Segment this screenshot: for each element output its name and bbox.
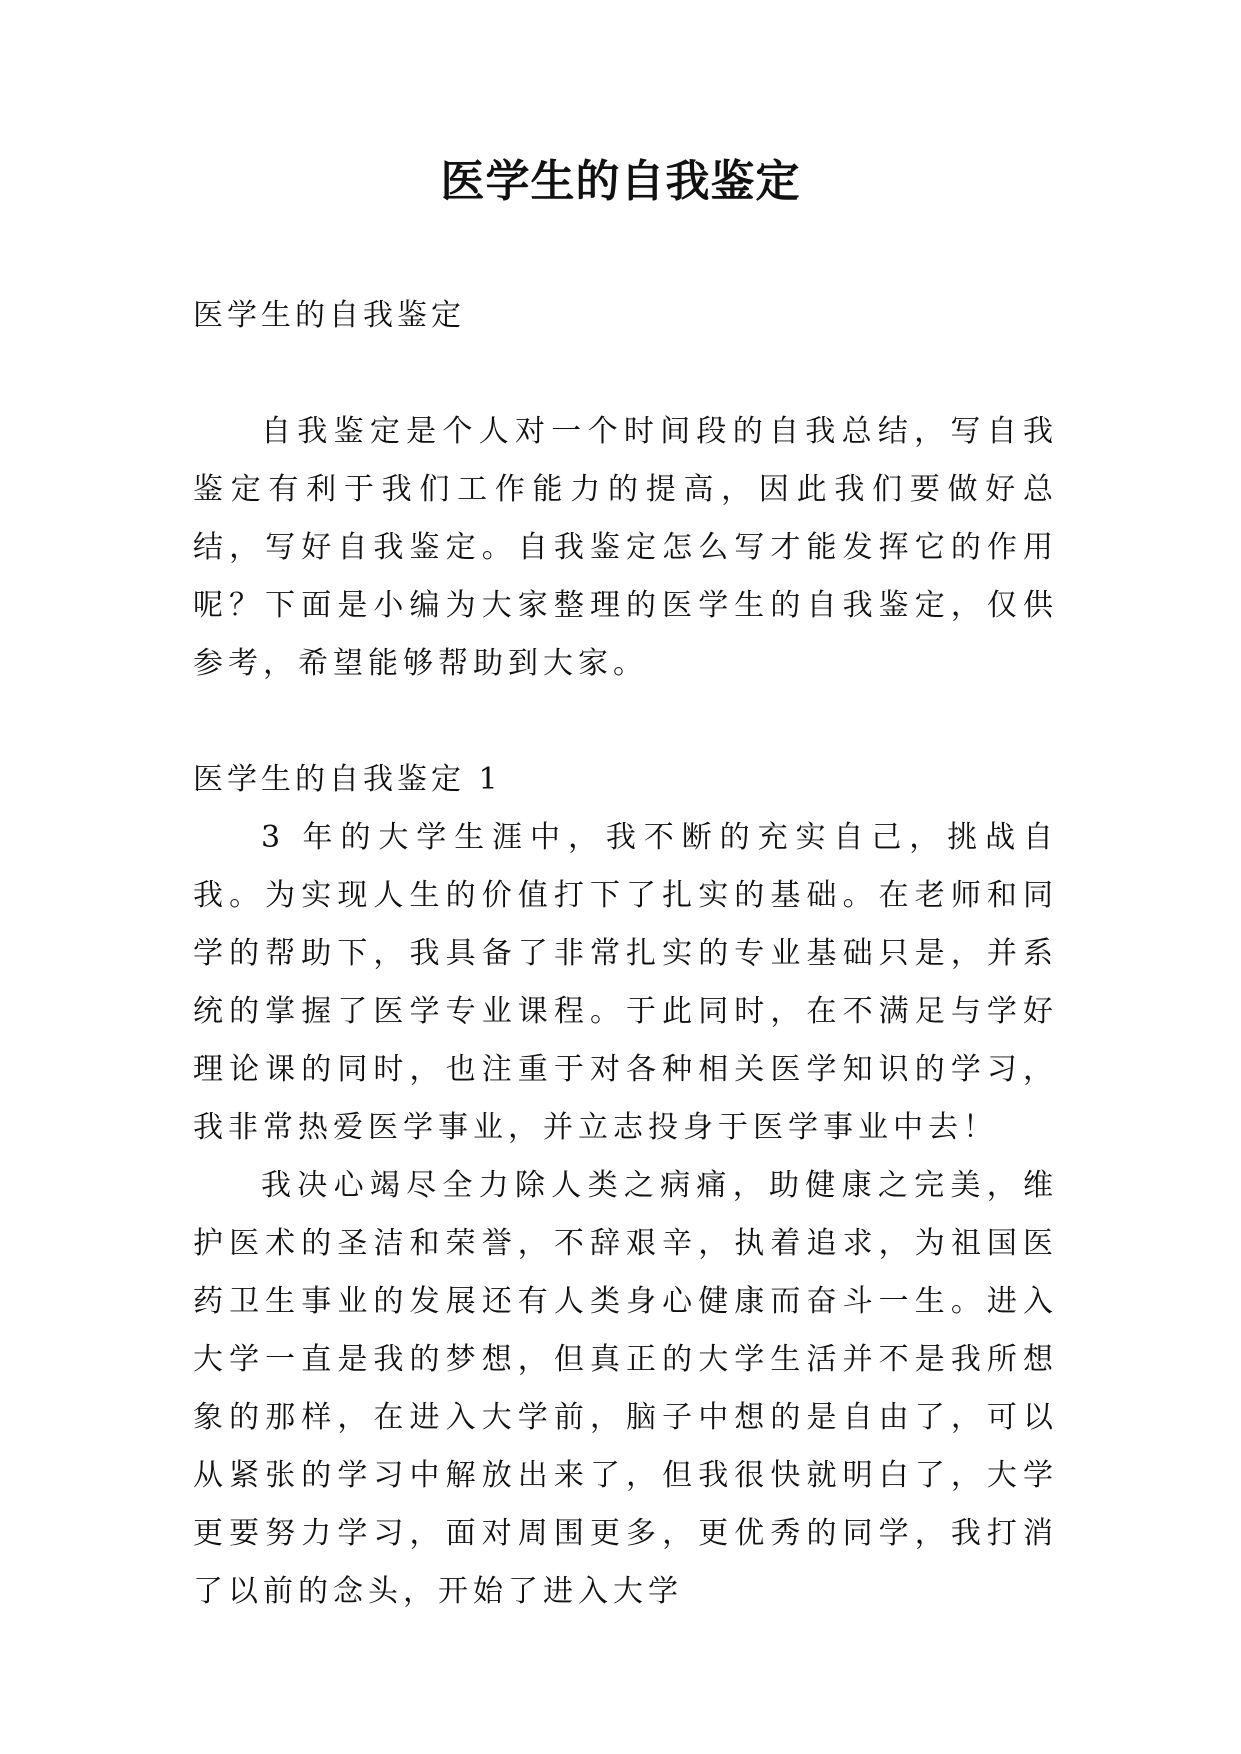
section-1-paragraph-1: 3 年的大学生涯中，我不断的充实自己，挑战自我。为实现人生的价值打下了扎实的基础。在老师和同学的帮助下，我具备了非常扎实的专业基础只是，并系统的掌握了医学专业课程。于此同时，在不满足与学好理论课的同时，也注重于对各种相关医学知识的学习，我非常热爱医学事业，并立志投身于医学事业中去！ bbox=[193, 820, 1058, 1145]
document-title: 医学生的自我鉴定 bbox=[440, 156, 801, 207]
section-1-paragraph-2: 我决心竭尽全力除人类之病痛，助健康之完美，维护医术的圣洁和荣誉，不辞艰辛，执着追求，为祖国医药卫生事业的发展还有人类身心健康而奋斗一生。进入大学一直是我的梦想，但真正的大学生活并不是我所想象的那样，在进入大学前，脑子中想的是自由了，可以从紧张的学习中解放出来了，但我很快就明白了，大学更要努力学习，面对周围更多，更优秀的同学，我打消了以前的念头，开始了进入大学 bbox=[193, 1168, 1058, 1609]
spacer bbox=[193, 693, 1058, 751]
document-subtitle: 医学生的自我鉴定 bbox=[193, 298, 465, 333]
document-body bbox=[193, 287, 1058, 1621]
intro-paragraph: 自我鉴定是个人对一个时间段的自我总结，写自我鉴定有利于我们工作能力的提高，因此我们要做好总结，写好自我鉴定。自我鉴定怎么写才能发挥它的作用呢？下面是小编为大家整理的医学生的自我鉴定，仅供参考，希望能够帮助到大家。 bbox=[193, 414, 1058, 681]
section-1-heading: 医学生的自我鉴定 1 bbox=[193, 762, 502, 797]
spacer bbox=[193, 345, 1058, 403]
